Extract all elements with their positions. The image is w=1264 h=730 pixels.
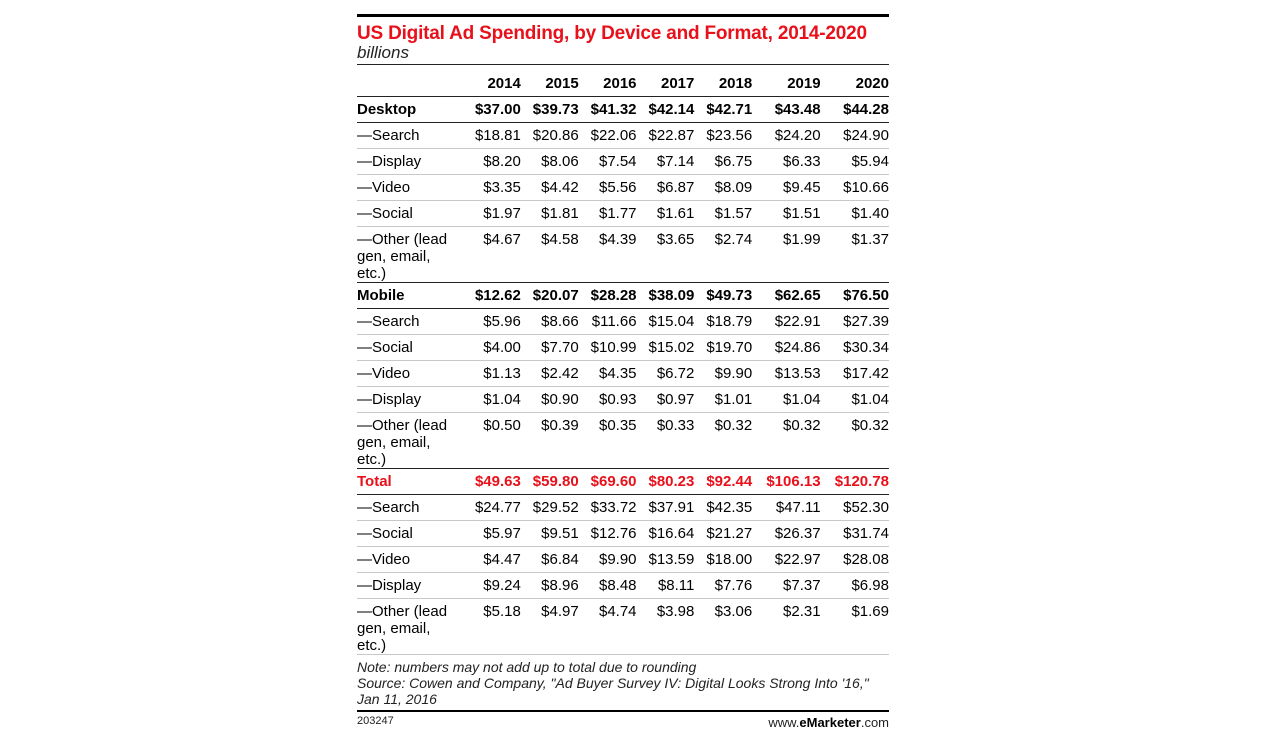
table-row bbox=[357, 387, 889, 413]
row-label: —Video bbox=[357, 361, 463, 387]
cell-value: $13.59 bbox=[637, 547, 695, 573]
cell-value: $0.32 bbox=[821, 413, 889, 469]
table-row bbox=[357, 521, 889, 547]
cell-value: $18.79 bbox=[694, 309, 752, 335]
cell-value: $10.99 bbox=[579, 335, 637, 361]
cell-value: $47.11 bbox=[752, 495, 820, 521]
cell-value: $5.18 bbox=[463, 599, 521, 655]
cell-value: $9.90 bbox=[694, 361, 752, 387]
cell-value: $1.40 bbox=[821, 201, 889, 227]
cell-value: $2.31 bbox=[752, 599, 820, 655]
group-row-desktop bbox=[357, 97, 889, 123]
table-row bbox=[357, 573, 889, 599]
cell-value: $6.98 bbox=[821, 573, 889, 599]
cell-value: $19.70 bbox=[694, 335, 752, 361]
notes bbox=[357, 659, 889, 707]
cell-value: $9.51 bbox=[521, 521, 579, 547]
column-header: 2019 bbox=[752, 65, 820, 97]
cell-value: $11.66 bbox=[579, 309, 637, 335]
cell-value: $29.52 bbox=[521, 495, 579, 521]
cell-value: $106.13 bbox=[752, 469, 820, 495]
cell-value: $5.97 bbox=[463, 521, 521, 547]
cell-value: $6.75 bbox=[694, 149, 752, 175]
cell-value: $28.28 bbox=[579, 283, 637, 309]
cell-value: $43.48 bbox=[752, 97, 820, 123]
cell-value: $8.48 bbox=[579, 573, 637, 599]
cell-value: $4.39 bbox=[579, 227, 637, 283]
cell-value: $1.99 bbox=[752, 227, 820, 283]
row-label: —Search bbox=[357, 495, 463, 521]
cell-value: $1.69 bbox=[821, 599, 889, 655]
cell-value: $1.57 bbox=[694, 201, 752, 227]
cell-value: $41.32 bbox=[579, 97, 637, 123]
cell-value: $1.77 bbox=[579, 201, 637, 227]
source-text: Source: Cowen and Company, "Ad Buyer Survey IV: Digital Looks Strong Into '16," Jan 11, 2016 bbox=[357, 675, 869, 707]
cell-value: $76.50 bbox=[821, 283, 889, 309]
cell-value: $4.58 bbox=[521, 227, 579, 283]
cell-value: $6.84 bbox=[521, 547, 579, 573]
cell-value: $20.07 bbox=[521, 283, 579, 309]
group-row-total bbox=[357, 469, 889, 495]
cell-value: $1.04 bbox=[821, 387, 889, 413]
chart-subtitle: billions bbox=[357, 43, 409, 62]
data-table bbox=[357, 64, 889, 655]
cell-value: $24.86 bbox=[752, 335, 820, 361]
cell-value: $52.30 bbox=[821, 495, 889, 521]
cell-value: $24.77 bbox=[463, 495, 521, 521]
cell-value: $18.81 bbox=[463, 123, 521, 149]
cell-value: $42.14 bbox=[637, 97, 695, 123]
row-label: —Display bbox=[357, 387, 463, 413]
cell-value: $8.06 bbox=[521, 149, 579, 175]
cell-value: $62.65 bbox=[752, 283, 820, 309]
table-row bbox=[357, 309, 889, 335]
table-row bbox=[357, 361, 889, 387]
table-row bbox=[357, 227, 889, 283]
row-label: —Search bbox=[357, 309, 463, 335]
cell-value: $13.53 bbox=[752, 361, 820, 387]
cell-value: $5.56 bbox=[579, 175, 637, 201]
cell-value: $37.00 bbox=[463, 97, 521, 123]
cell-value: $28.08 bbox=[821, 547, 889, 573]
row-label: —Other (lead gen, email, etc.) bbox=[357, 413, 463, 469]
cell-value: $24.90 bbox=[821, 123, 889, 149]
cell-value: $18.00 bbox=[694, 547, 752, 573]
cell-value: $6.72 bbox=[637, 361, 695, 387]
cell-value: $8.96 bbox=[521, 573, 579, 599]
cell-value: $3.06 bbox=[694, 599, 752, 655]
table-row bbox=[357, 201, 889, 227]
column-header: 2020 bbox=[821, 65, 889, 97]
column-header: 2018 bbox=[694, 65, 752, 97]
cell-value: $16.64 bbox=[637, 521, 695, 547]
cell-value: $1.61 bbox=[637, 201, 695, 227]
cell-value: $5.94 bbox=[821, 149, 889, 175]
cell-value: $8.20 bbox=[463, 149, 521, 175]
cell-value: $33.72 bbox=[579, 495, 637, 521]
column-header: 2017 bbox=[637, 65, 695, 97]
table-row bbox=[357, 547, 889, 573]
cell-value: $15.02 bbox=[637, 335, 695, 361]
table-row bbox=[357, 175, 889, 201]
cell-value: $1.13 bbox=[463, 361, 521, 387]
cell-value: $5.96 bbox=[463, 309, 521, 335]
cell-value: $4.97 bbox=[521, 599, 579, 655]
cell-value: $42.35 bbox=[694, 495, 752, 521]
header-row bbox=[357, 65, 889, 97]
row-label: Total bbox=[357, 469, 463, 495]
table-body bbox=[357, 97, 889, 655]
cell-value: $44.28 bbox=[821, 97, 889, 123]
cell-value: $22.97 bbox=[752, 547, 820, 573]
cell-value: $4.74 bbox=[579, 599, 637, 655]
cell-value: $1.04 bbox=[463, 387, 521, 413]
table-row bbox=[357, 149, 889, 175]
cell-value: $8.66 bbox=[521, 309, 579, 335]
cell-value: $7.70 bbox=[521, 335, 579, 361]
table-row bbox=[357, 335, 889, 361]
cell-value: $26.37 bbox=[752, 521, 820, 547]
brand-prefix: www. bbox=[768, 715, 800, 730]
brand-suffix: .com bbox=[860, 715, 889, 730]
cell-value: $120.78 bbox=[821, 469, 889, 495]
row-label: Desktop bbox=[357, 97, 463, 123]
cell-value: $0.33 bbox=[637, 413, 695, 469]
cell-value: $6.87 bbox=[637, 175, 695, 201]
cell-value: $49.73 bbox=[694, 283, 752, 309]
cell-value: $1.37 bbox=[821, 227, 889, 283]
cell-value: $4.47 bbox=[463, 547, 521, 573]
cell-value: $0.39 bbox=[521, 413, 579, 469]
cell-value: $8.09 bbox=[694, 175, 752, 201]
chart-card bbox=[357, 14, 889, 730]
cell-value: $12.62 bbox=[463, 283, 521, 309]
cell-value: $22.87 bbox=[637, 123, 695, 149]
cell-value: $22.06 bbox=[579, 123, 637, 149]
row-label: —Social bbox=[357, 335, 463, 361]
header-corner bbox=[357, 65, 463, 97]
note-text: Note: numbers may not add up to total due to rounding bbox=[357, 659, 697, 675]
cell-value: $9.24 bbox=[463, 573, 521, 599]
row-label: —Other (lead gen, email, etc.) bbox=[357, 599, 463, 655]
column-header: 2016 bbox=[579, 65, 637, 97]
cell-value: $30.34 bbox=[821, 335, 889, 361]
table-row bbox=[357, 123, 889, 149]
cell-value: $7.14 bbox=[637, 149, 695, 175]
cell-value: $8.11 bbox=[637, 573, 695, 599]
cell-value: $22.91 bbox=[752, 309, 820, 335]
cell-value: $23.56 bbox=[694, 123, 752, 149]
brand[interactable] bbox=[768, 715, 889, 730]
cell-value: $17.42 bbox=[821, 361, 889, 387]
cell-value: $27.39 bbox=[821, 309, 889, 335]
cell-value: $6.33 bbox=[752, 149, 820, 175]
cell-value: $21.27 bbox=[694, 521, 752, 547]
cell-value: $0.50 bbox=[463, 413, 521, 469]
group-row-mobile bbox=[357, 283, 889, 309]
chart-id: 203247 bbox=[357, 715, 394, 727]
cell-value: $24.20 bbox=[752, 123, 820, 149]
row-label: —Display bbox=[357, 573, 463, 599]
cell-value: $12.76 bbox=[579, 521, 637, 547]
cell-value: $1.01 bbox=[694, 387, 752, 413]
cell-value: $0.32 bbox=[694, 413, 752, 469]
cell-value: $7.54 bbox=[579, 149, 637, 175]
cell-value: $59.80 bbox=[521, 469, 579, 495]
row-label: Mobile bbox=[357, 283, 463, 309]
cell-value: $1.51 bbox=[752, 201, 820, 227]
cell-value: $2.42 bbox=[521, 361, 579, 387]
cell-value: $0.32 bbox=[752, 413, 820, 469]
cell-value: $92.44 bbox=[694, 469, 752, 495]
cell-value: $3.98 bbox=[637, 599, 695, 655]
cell-value: $1.81 bbox=[521, 201, 579, 227]
row-label: —Video bbox=[357, 175, 463, 201]
cell-value: $42.71 bbox=[694, 97, 752, 123]
top-bar bbox=[357, 14, 889, 17]
cell-value: $2.74 bbox=[694, 227, 752, 283]
cell-value: $0.35 bbox=[579, 413, 637, 469]
table-row bbox=[357, 495, 889, 521]
cell-value: $10.66 bbox=[821, 175, 889, 201]
cell-value: $4.42 bbox=[521, 175, 579, 201]
cell-value: $4.67 bbox=[463, 227, 521, 283]
cell-value: $0.93 bbox=[579, 387, 637, 413]
cell-value: $3.35 bbox=[463, 175, 521, 201]
cell-value: $7.37 bbox=[752, 573, 820, 599]
cell-value: $0.97 bbox=[637, 387, 695, 413]
cell-value: $39.73 bbox=[521, 97, 579, 123]
cell-value: $9.45 bbox=[752, 175, 820, 201]
column-header: 2015 bbox=[521, 65, 579, 97]
cell-value: $7.76 bbox=[694, 573, 752, 599]
cell-value: $69.60 bbox=[579, 469, 637, 495]
row-label: —Social bbox=[357, 201, 463, 227]
cell-value: $49.63 bbox=[463, 469, 521, 495]
row-label: —Social bbox=[357, 521, 463, 547]
cell-value: $15.04 bbox=[637, 309, 695, 335]
chart-title: US Digital Ad Spending, by Device and Format, 2014-2020 bbox=[357, 23, 867, 44]
brand-name: eMarketer bbox=[799, 715, 861, 730]
cell-value: $0.90 bbox=[521, 387, 579, 413]
cell-value: $4.35 bbox=[579, 361, 637, 387]
row-label: —Video bbox=[357, 547, 463, 573]
cell-value: $31.74 bbox=[821, 521, 889, 547]
cell-value: $1.97 bbox=[463, 201, 521, 227]
cell-value: $4.00 bbox=[463, 335, 521, 361]
column-header: 2014 bbox=[463, 65, 521, 97]
cell-value: $3.65 bbox=[637, 227, 695, 283]
cell-value: $38.09 bbox=[637, 283, 695, 309]
table-row bbox=[357, 599, 889, 655]
row-label: —Other (lead gen, email, etc.) bbox=[357, 227, 463, 283]
cell-value: $1.04 bbox=[752, 387, 820, 413]
table-row bbox=[357, 413, 889, 469]
footer bbox=[357, 710, 889, 730]
row-label: —Search bbox=[357, 123, 463, 149]
cell-value: $20.86 bbox=[521, 123, 579, 149]
cell-value: $9.90 bbox=[579, 547, 637, 573]
cell-value: $37.91 bbox=[637, 495, 695, 521]
row-label: —Display bbox=[357, 149, 463, 175]
cell-value: $80.23 bbox=[637, 469, 695, 495]
